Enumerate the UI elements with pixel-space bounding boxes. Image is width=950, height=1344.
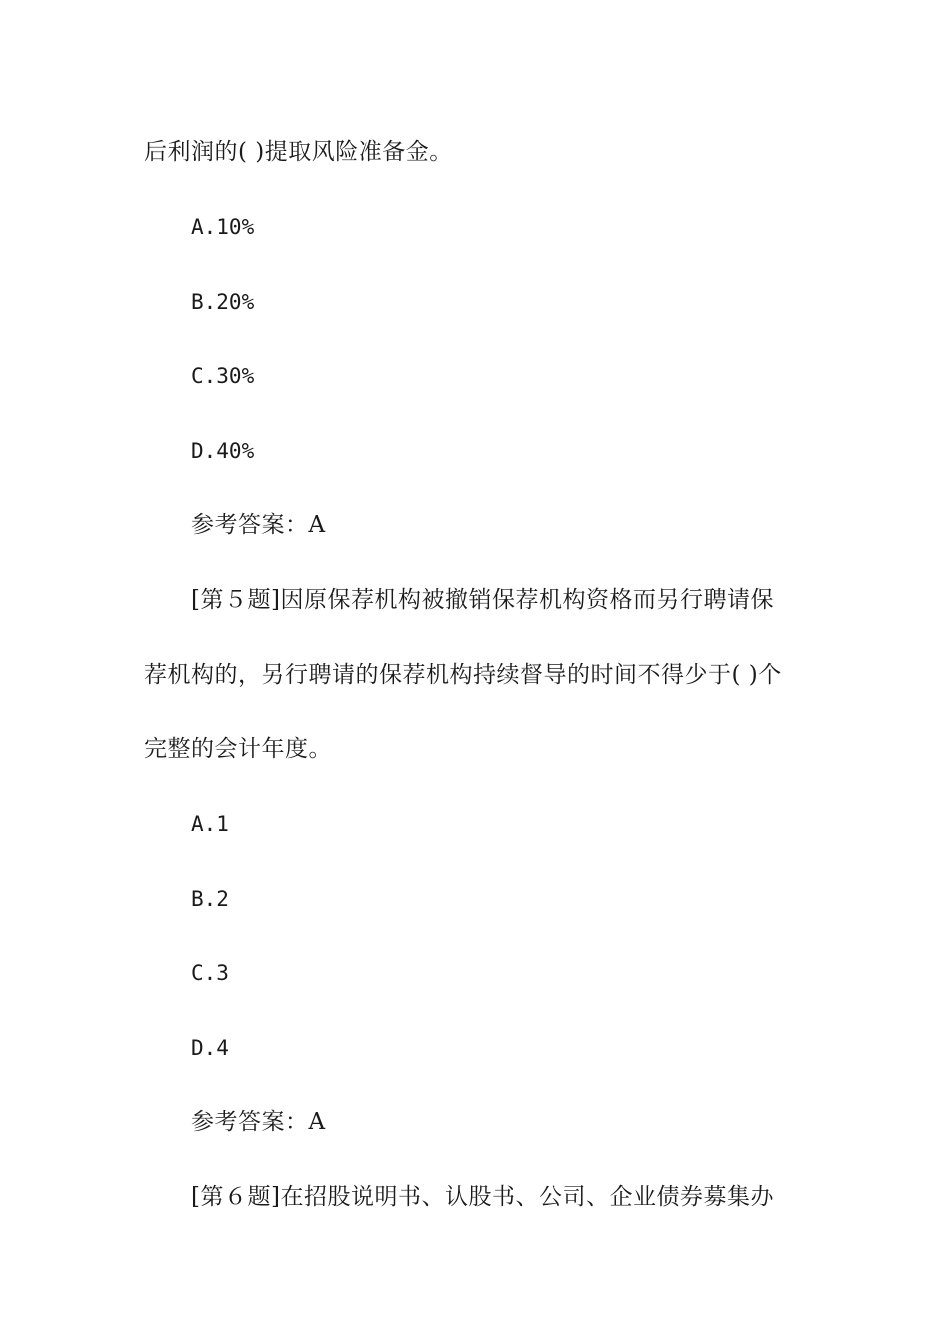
- question-6-stem-line-1: [第６题]在招股说明书、认股书、公司、企业债券募集办: [191, 1184, 774, 1210]
- question-5-option-c: C.3: [191, 961, 229, 985]
- question-5-stem-line-2: 荐机构的，另行聘请的保荐机构持续督导的时间不得少于( )个: [144, 662, 782, 688]
- question-4-option-b: B.20%: [191, 290, 255, 314]
- question-5-answer: 参考答案：A: [191, 1109, 326, 1135]
- question-5-stem-line-3: 完整的会计年度。: [144, 736, 332, 762]
- question-5-option-b: B.2: [191, 887, 229, 911]
- question-4-option-d: D.40%: [191, 439, 255, 463]
- question-5-option-a: A.1: [191, 812, 229, 836]
- question-4-option-a: A.10%: [191, 215, 255, 239]
- question-5-option-d: D.4: [191, 1036, 229, 1060]
- question-4-option-c: C.30%: [191, 364, 255, 388]
- question-4-tail: 后利润的( )提取风险准备金。: [144, 139, 453, 165]
- question-4-answer: 参考答案：A: [191, 512, 326, 538]
- question-5-stem-line-1: [第５题]因原保荐机构被撤销保荐机构资格而另行聘请保: [191, 587, 774, 613]
